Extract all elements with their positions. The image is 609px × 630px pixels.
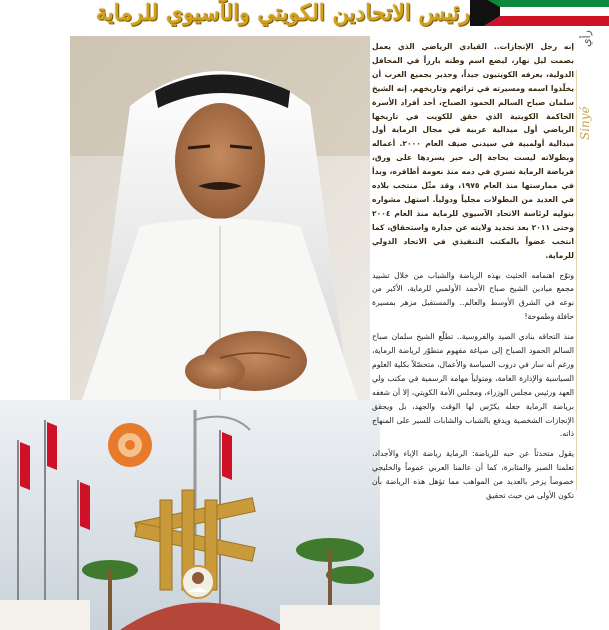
article-paragraph: إنه رجل الإنجازات.. القيادي الرياضي الذي يعمل بصمت ليل نهار، ليضع اسم وطنه بارزاً في المحافل الدولية، يعرفه الكويتيون جيداً، وجدير بجميع العرب أن يخلّدوا اسمه ومسيرته في تراثهم وتاريخهم. إنه الشيخ سلمان صباح السالم الحمود الصباح، أحد أفراد الأسرة الحاكمة الكويتية الذي حقق للكويت في تاريخها الرياضي أول ميدالية عربية في مجال الرماية أول ميدالية أولمبية في سيدني صيف العام ٢٠٠٠. أعماله وبطولاته ليست بحاجة إلى حبر يسردها على ورق، فرياضة الرماية تسري في دمه منذ نعومة أظافره، وبدأ في ممارستها منذ العام ١٩٧٥، وقد مثّل منتخب بلاده في العديد من البطولات محلياً ودولياً. استهل مشواره بتوليه لرئاسة الاتحاد الآسيوي للرماية منذ العام ٢٠٠٤ وحتى ٢٠١١ بعد تجديد ولايته عن جدارة واستحقاق، كما انتخب عضواً بالمكتب التنفيذي في الاتحاد الدولي للرماية. (372, 42, 574, 260)
article-body (372, 40, 574, 630)
side-divider (576, 70, 577, 490)
page-title: رئيس الاتحادين الكويتي والآسيوي للرماية (95, 0, 470, 26)
portrait-photo (70, 36, 370, 406)
article-paragraph: يقول متحدثاً عن حبه للرياضة: الرماية رياضة الإباء والأجداد، تعلمنا الصبر والمثابرة، كما أن عالمنا العربي عموماً والخليجي خصوصاً يزخر بالعديد من المواهب مما تؤهل هذه الرياضة بأن تكون الأولى من حيث تحقيق (372, 449, 574, 501)
kuwait-flag-banner (470, 0, 609, 26)
shooting-complex-photo (0, 400, 380, 630)
magazine-logo: رأي (580, 30, 593, 47)
photo-credit: Sinyé (578, 106, 592, 140)
article-paragraph: وتوّج اهتمامه الحثيث بهذه الرياضة والشباب من خلال تشييد مجمع ميادين الشيخ صباح الأحمد الأولمبي للرماية، الأكبر من نوعه في الشرق الأوسط والعالم.. والمستقبل مزهر بمسيرة حافلة وطموحة! (372, 270, 574, 322)
article-paragraph: منذ التحاقه بنادي الصيد والفروسية.. تطلّع الشيخ سلمان صباح السالم الحمود الصباح إلى صياغة مفهوم متطوّر لرياضة الرماية، ورغم أنه سار في دروب السياسة والأعمال، متحصّلاً بكلية العلوم السياسية والإدارة العامة، ومتولياً مهامه الرسمية في مكتب ولي العهد ورئيس مجلس الوزراء، ومجلس الأمة الكويتي، إلا أن شغفه برياضة الرماية جعله يكرّس لها الوقت والجهد، بل ويحقق الإنجازات الشخصية ويدفع بالشباب والشابات للسير على المنهاج ذاته. (372, 332, 574, 439)
